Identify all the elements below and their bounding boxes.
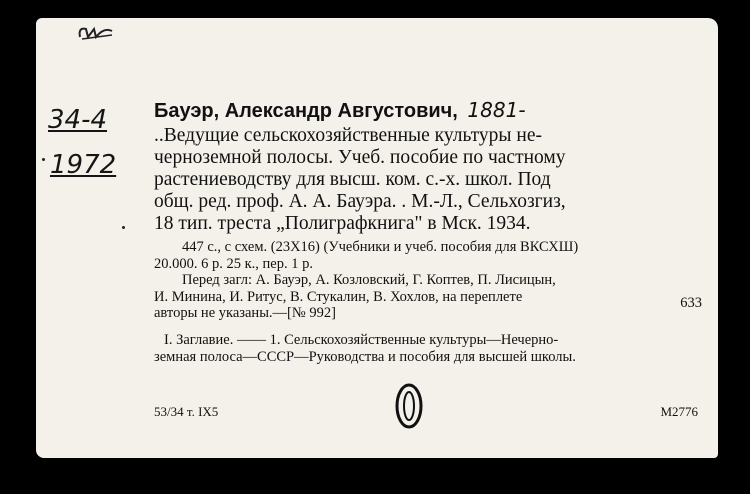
- author-birth-year: 1881-: [467, 98, 526, 122]
- authors-note: [154, 272, 702, 322]
- side-number: 633: [680, 295, 702, 311]
- stamp-mark-icon: [391, 378, 425, 430]
- shelfmark-bottom: 1972: [50, 150, 117, 180]
- title-statement: [154, 125, 702, 235]
- authors-note-line: авторы не указаны.—[№ 992]: [154, 305, 336, 321]
- title-line: 18 тип. треста „Полиграфкнига" в Мск. 1934.: [154, 213, 531, 234]
- title-line: общ. ред. проф. А. А. Бауэра. . М.-Л., Сельхозгиз,: [154, 191, 566, 212]
- collation-line: 447 с., с схем. (23X16) (Учебники и учеб. пособия для ВКСХШ): [182, 239, 579, 255]
- footer-accession: 53/34 т. IX5: [154, 404, 219, 419]
- title-line: ..Ведущие сельскохозяйственные культуры не-: [154, 125, 542, 146]
- author-name: Бауэр, Александр Августович,: [154, 100, 458, 122]
- ink-dot: [42, 158, 45, 161]
- author-heading: [154, 98, 702, 123]
- collation-line: 20.000. 6 р. 25 к., пер. 1 р.: [154, 255, 313, 272]
- tracing-line: земная полоса—СССР—Руководства и пособия для высшей школы.: [154, 349, 576, 365]
- catalog-card: [36, 18, 718, 458]
- bibliographic-entry: [154, 98, 702, 322]
- tracing-line: I. Заглавие. —— 1. Сельскохозяйственные культуры—Нечерно-: [164, 332, 559, 348]
- authors-note-line: Перед загл: А. Бауэр, А. Козловский, Г. Коптев, П. Лисицын,: [182, 272, 556, 288]
- footer-code: M2776: [660, 404, 698, 419]
- title-line: черноземной полосы. Учеб. пособие по частному: [154, 147, 566, 168]
- subject-tracing: [154, 332, 702, 366]
- collation: [154, 239, 702, 272]
- ink-dot: [122, 226, 125, 229]
- authors-note-line: И. Минина, И. Ритус, В. Стукалин, В. Хохлов, на переплете: [154, 288, 523, 305]
- title-line: растениеводству для высш. ком. с.-х. школ. Под: [154, 169, 551, 190]
- handwritten-mark-icon: [76, 23, 116, 43]
- shelfmark-top: 34-4: [48, 105, 108, 135]
